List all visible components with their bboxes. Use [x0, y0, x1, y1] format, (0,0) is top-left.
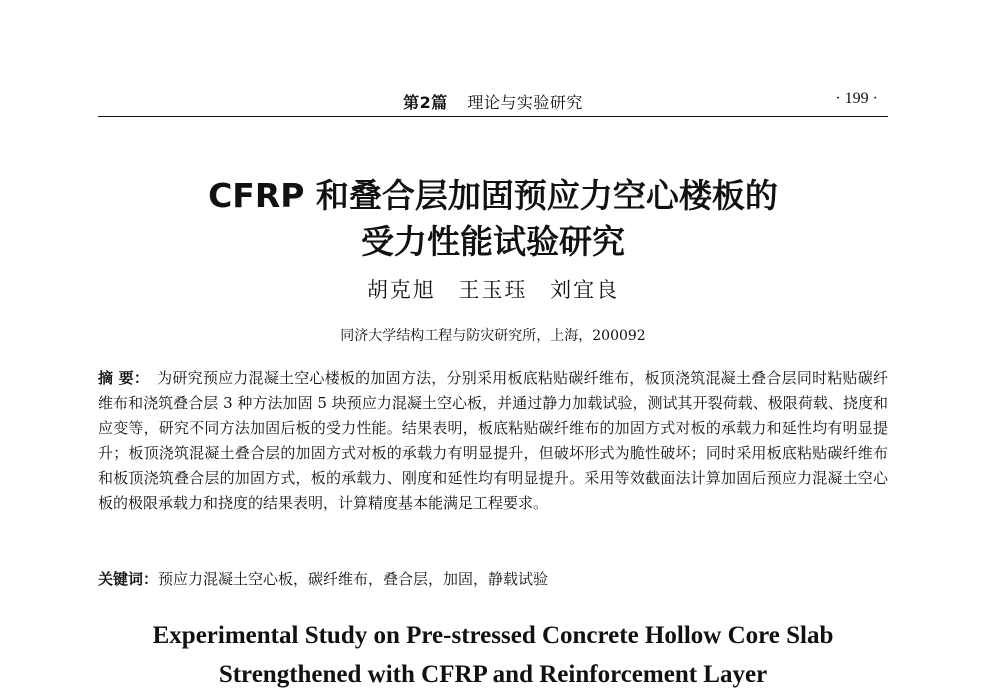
- abstract: [98, 366, 888, 516]
- keywords: [98, 567, 888, 592]
- header-section-title: 理论与实验研究: [467, 93, 583, 112]
- page-number: · 199 ·: [835, 90, 878, 107]
- running-header: [98, 88, 888, 114]
- keywords-text: 预应力混凝土空心板，碳纤维布，叠合层，加固，静载试验: [158, 570, 549, 588]
- header-section: [98, 90, 888, 113]
- title-cn-line2: 受力性能试验研究: [361, 222, 625, 261]
- header-part: 第2篇: [403, 93, 448, 112]
- title-cn-line1: CFRP 和叠合层加固预应力空心楼板的: [208, 176, 778, 215]
- title-en-line1: Experimental Study on Pre-stressed Concrete Hollow Core Slab: [152, 622, 834, 649]
- keywords-label: 关键词：: [98, 570, 159, 588]
- header-rule: [98, 116, 888, 117]
- title-en-line2: Strengthened with CFRP and Reinforcement Layer: [218, 661, 768, 688]
- abstract-text: 为研究预应力混凝土空心楼板的加固方法，分别采用板底粘贴碳纤维布，板顶浇筑混凝土叠合层同时粘贴碳纤维布和浇筑叠合层 3 种方法加固 5 块预应力混凝土空心板，并通过静力加载试验，测试其开裂荷载、极限荷载、挠度和应变等，研究不同方法加固后板的受力性能。结果表明，板底粘贴碳纤维布的加固方式对板的承载力和延性均有明显提升；板顶浇筑混凝土叠合层的加固方式对板的承载力有明显提升，但破坏形式为脆性破坏；同时采用板底粘贴碳纤维布和板顶浇筑叠合层的加固方式，板的承载力、刚度和延性均有明显提升。采用等效截面法计算加固后预应力混凝土空心板的极限承载力和挠度的结果表明，计算精度基本能满足工程要求。: [98, 369, 888, 512]
- affiliation: 同济大学结构工程与防灾研究所，上海，200092: [340, 328, 646, 344]
- authors: 胡克旭 王玉珏 刘宜良: [366, 278, 620, 302]
- abstract-label: 摘 要：: [98, 369, 150, 387]
